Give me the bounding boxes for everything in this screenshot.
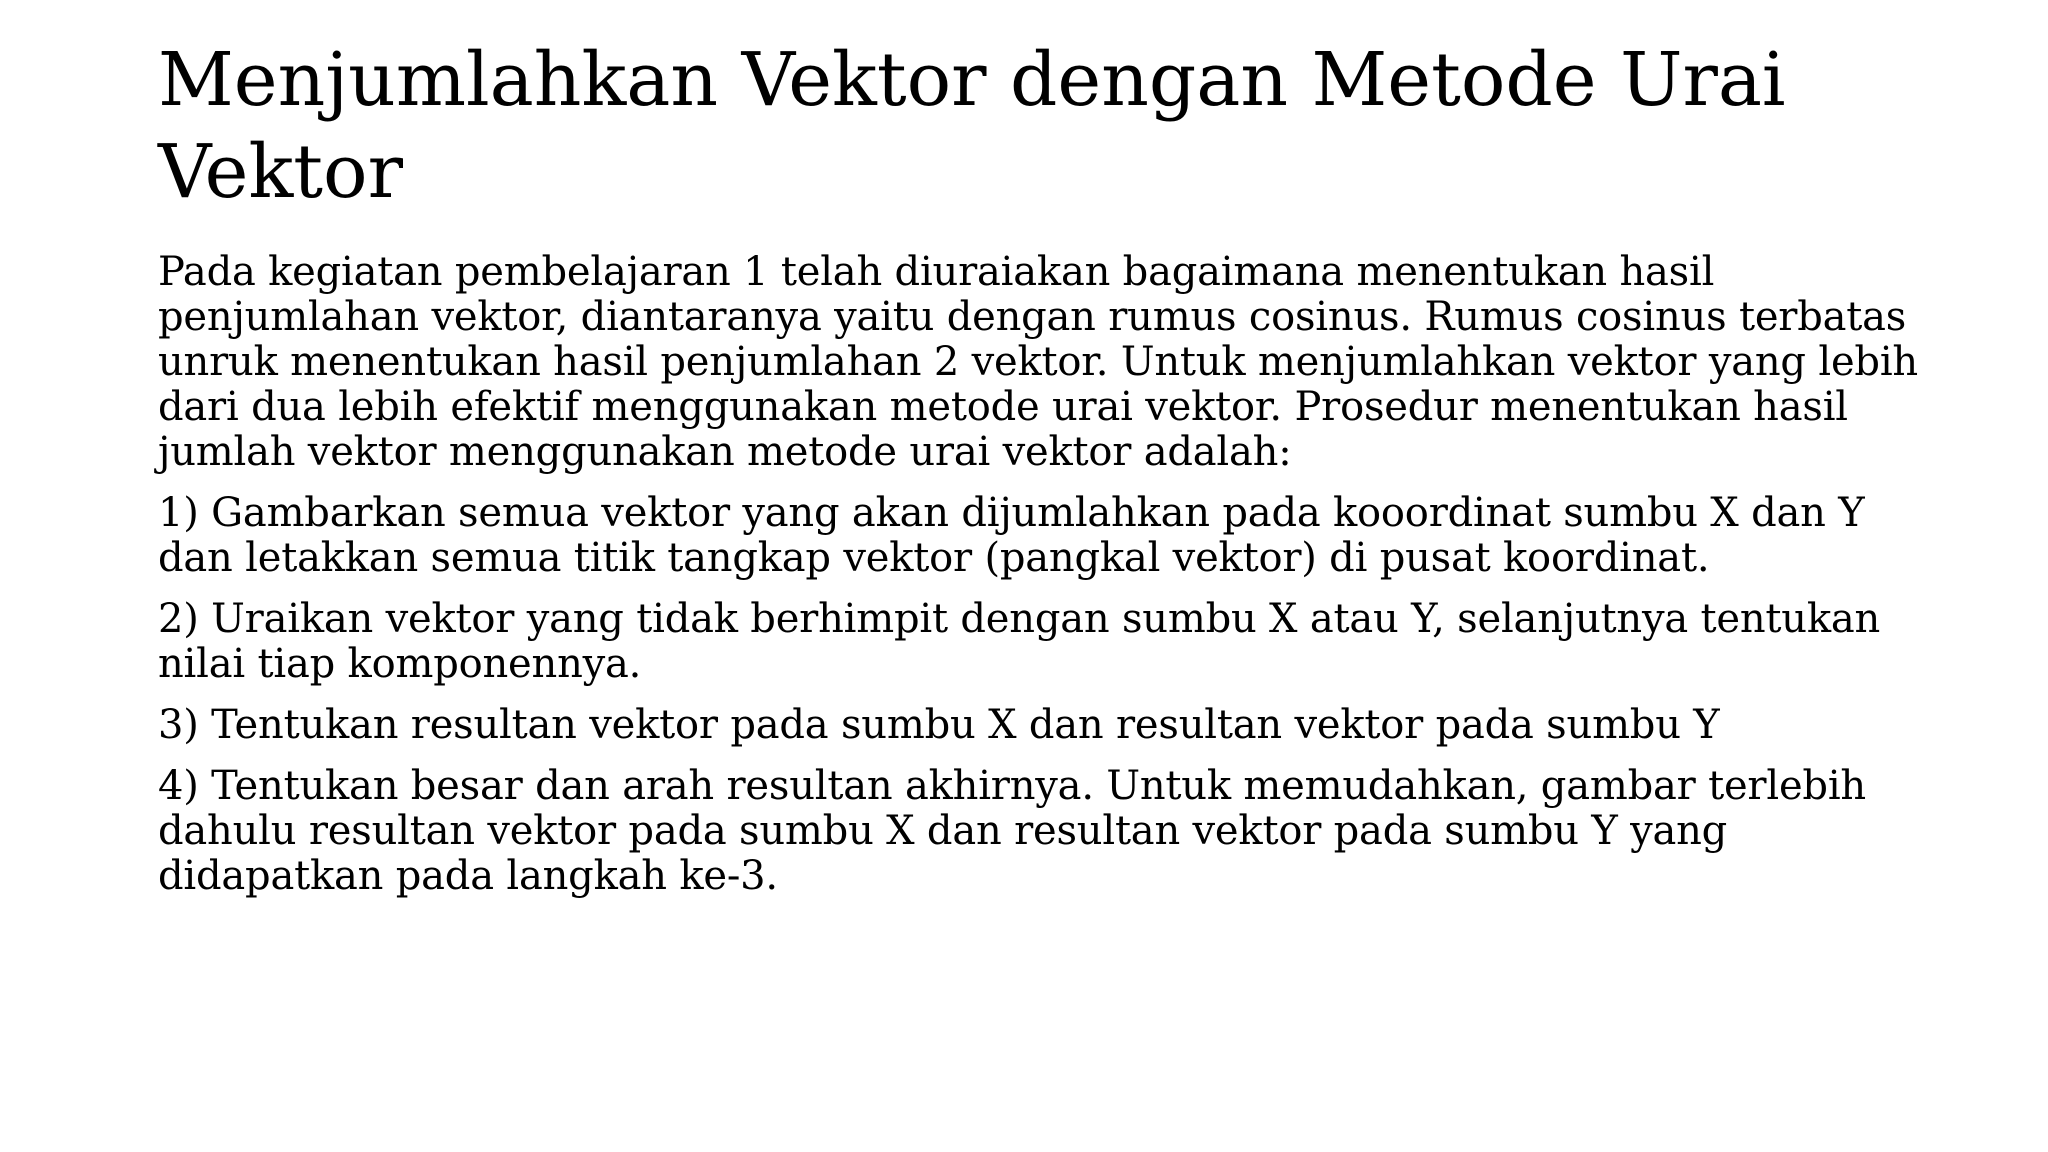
slide-body	[158, 250, 1938, 899]
step-4-paragraph: 4) Tentukan besar dan arah resultan akhirnya. Untuk memudahkan, gambar terlebih dahulu resultan vektor pada sumbu X dan resultan vektor pada sumbu Y yang didapatkan pada langkah ke-3.	[158, 763, 1866, 899]
step-1-paragraph: 1) Gambarkan semua vektor yang akan dijumlahkan pada kooordinat sumbu X dan Y dan letakkan semua titik tangkap vektor (pangkal vektor) di pusat koordinat.	[158, 490, 1865, 581]
slide-title: Menjumlahkan Vektor dengan Metode Urai Vektor	[158, 37, 1786, 215]
step-3-paragraph: 3) Tentukan resultan vektor pada sumbu X dan resultan vektor pada sumbu Y	[158, 702, 1720, 748]
step-2-paragraph: 2) Uraikan vektor yang tidak berhimpit dengan sumbu X atau Y, selanjutnya tentukan nilai tiap komponennya.	[158, 596, 1881, 687]
intro-paragraph: Pada kegiatan pembelajaran 1 telah diuraiakan bagaimana menentukan hasil penjumlahan vektor, diantaranya yaitu dengan rumus cosinus. Rumus cosinus terbatas unruk menentukan hasil penjumlahan 2 vektor. Untuk menjumlahkan vektor yang lebih dari dua lebih efektif menggunakan metode urai vektor. Prosedur menentukan hasil jumlah vektor menggunakan metode urai vektor adalah:	[158, 249, 1918, 475]
